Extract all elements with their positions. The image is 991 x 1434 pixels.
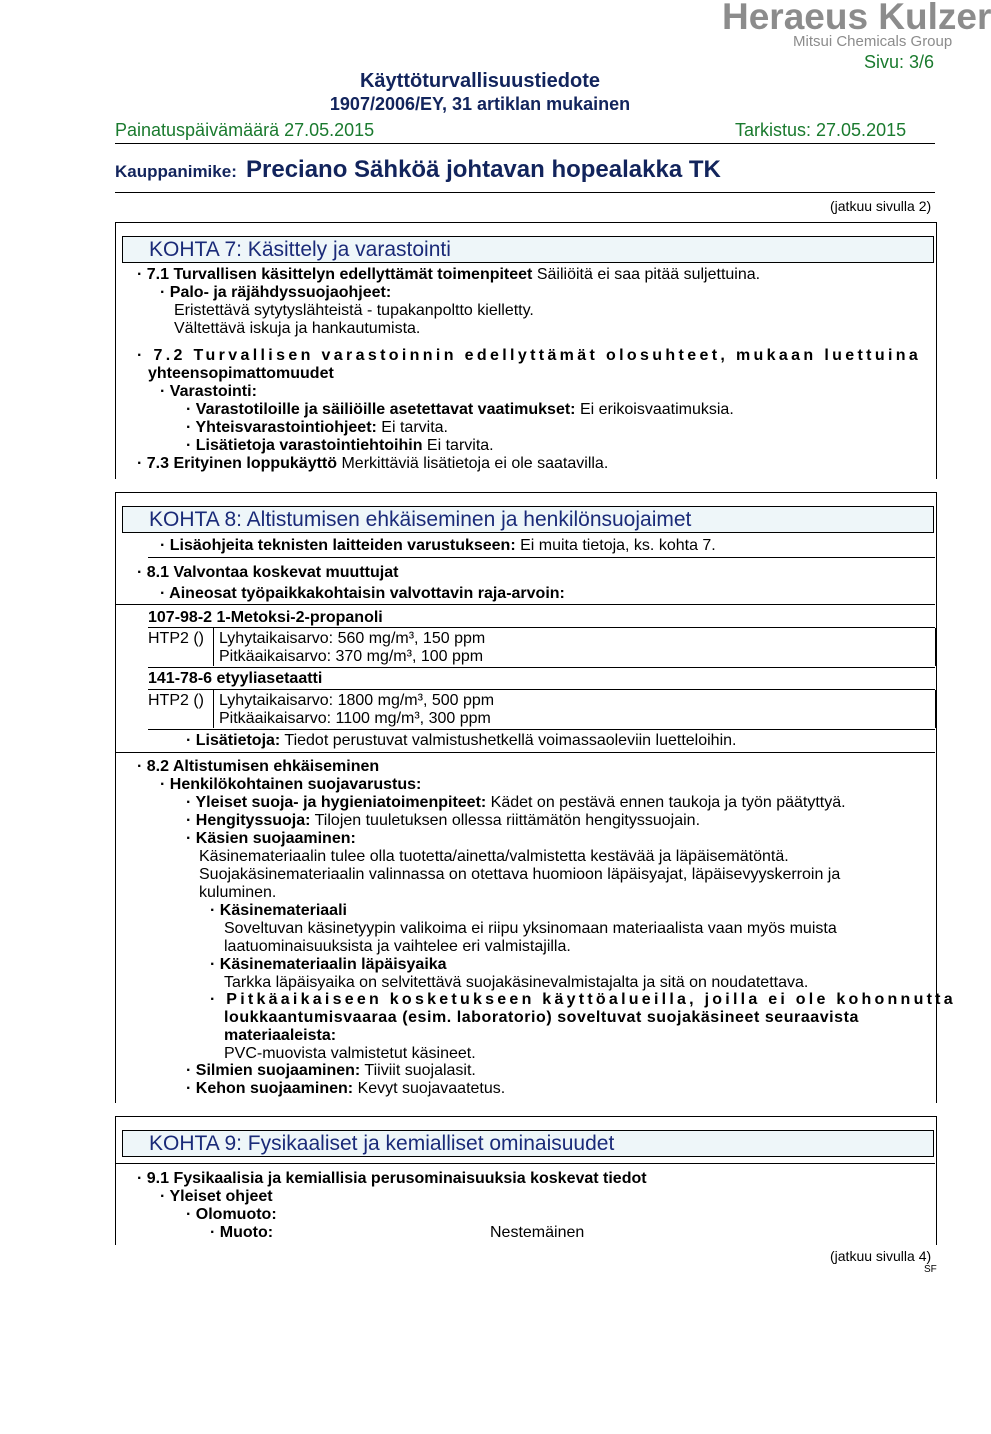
section-7-title: KOHTA 7: Käsittely ja varastointi	[149, 238, 451, 261]
table-vline	[213, 628, 214, 666]
eye-protection-label: · Silmien suojaaminen:	[186, 1062, 361, 1079]
glove-material-text-1: Soveltuvan käsinetyypin valikoima ei riipu yksinomaan materiaalista vaan myös muista	[224, 920, 837, 937]
storage-extra-label: · Lisätietoja varastointiehtoihin	[186, 437, 423, 454]
section-9-title: KOHTA 9: Fysikaaliset ja kemialliset ominaisuudet	[149, 1132, 615, 1155]
s71-text: Säiliöitä ei saa pitää suljettuina.	[532, 266, 761, 283]
storage-req-text: Ei erikoisvaatimuksia.	[575, 401, 734, 418]
respiratory-label: · Hengityssuoja:	[186, 812, 311, 829]
s71-label: · 7.1 Turvallisen käsittelyn edellyttämät toimenpiteet	[137, 266, 533, 283]
joint-storage-label: · Yhteisvarastointiohjeet:	[186, 419, 377, 436]
s72-heading-2: yhteensopimattomuudet	[148, 365, 334, 382]
state-label: · Olomuoto:	[186, 1206, 277, 1223]
table-vline	[935, 628, 936, 666]
eye-protection-text: Tiiviit suojalasit.	[360, 1062, 476, 1079]
limits-label: · Aineosat työpaikkakohtaisin valvottavin raja-arvoin:	[160, 585, 565, 602]
product-name: Preciano Sähköä johtavan hopealakka TK	[246, 156, 721, 183]
page-number: Sivu: 3/6	[864, 52, 935, 72]
s73-line	[137, 455, 608, 473]
limits-info-line	[186, 732, 736, 750]
document-regulation: 1907/2006/EY, 31 artiklan mukainen	[329, 94, 631, 114]
storage-req-label: · Varastotiloille ja säiliöille asetettavat vaatimukset:	[186, 401, 576, 418]
long-term-value: Pitkäaikaisarvo: 1100 mg/m³, 300 ppm	[219, 710, 491, 727]
s73-text: Merkittäviä lisätietoja ei ole saatavilla.	[337, 455, 609, 472]
eye-protection-line	[186, 1062, 476, 1080]
substance-divider	[148, 689, 935, 690]
substance-divider	[148, 729, 935, 730]
s71-line	[137, 266, 760, 284]
tech-equipment-text: Ei muita tietoja, ks. kohta 7.	[515, 537, 716, 554]
substance-name: 141-78-6 etyyliasetaatti	[148, 670, 323, 687]
hygiene-line	[186, 794, 846, 812]
joint-storage-text: Ei tarvita.	[376, 419, 448, 436]
respiratory-text: Tilojen tuuletuksen ollessa riittämätön hengityssuojain.	[310, 812, 701, 829]
s81-heading: · 8.1 Valvontaa koskevat muuttujat	[137, 564, 399, 581]
body-protection-line	[186, 1080, 505, 1098]
product-label: Kauppanimike:	[115, 162, 237, 181]
hygiene-label: · Yleiset suoja- ja hygieniatoimenpiteet:	[186, 794, 487, 811]
body-protection-text: Kevyt suojavaatetus.	[353, 1080, 506, 1097]
language-code: SF	[924, 1264, 937, 1275]
long-term-value: Pitkäaikaisarvo: 370 mg/m³, 100 ppm	[219, 648, 484, 665]
storage-extra-line	[186, 437, 494, 455]
substance-divider	[148, 627, 935, 628]
s82-heading: · 8.2 Altistumisen ehkäiseminen	[137, 758, 380, 775]
continued-to: (jatkuu sivulla 4)	[830, 1248, 932, 1264]
revision-date: Tarkistus: 27.05.2015	[735, 120, 907, 140]
long-contact-text: PVC-muovista valmistetut käsineet.	[224, 1045, 476, 1062]
substance-name: 107-98-2 1-Metoksi-2-propanoli	[148, 609, 383, 626]
section-8-header	[122, 506, 934, 533]
hand-protection-text-1: Käsinemateriaalin tulee olla tuotetta/ainetta/valmistetta kestävää ja läpäisemätöntä.	[199, 848, 789, 865]
storage-label: · Varastointi:	[160, 383, 257, 400]
hand-protection-text-2: Suojakäsinemateriaalin valinnassa on otettava huomioon läpäisyajat, läpäisevyyskerroin ja	[199, 866, 841, 883]
table-vline	[935, 690, 936, 728]
form-label: · Muoto:	[210, 1224, 274, 1241]
tech-equipment-label: · Lisäohjeita teknisten laitteiden varustukseen:	[160, 537, 516, 554]
continued-from: (jatkuu sivulla 2)	[830, 198, 932, 214]
document-title: Käyttöturvallisuustiedote	[359, 70, 601, 92]
substance-code: HTP2 ()	[148, 692, 204, 709]
glove-material-text-2: laatuominaisuuksista ja vaihtelee eri valmistajilla.	[224, 938, 571, 955]
product-divider	[115, 192, 935, 193]
table-vline	[213, 690, 214, 728]
fire-text-1: Eristettävä sytytyslähteistä - tupakanpoltto kielletty.	[174, 302, 534, 319]
section-9-header	[122, 1130, 934, 1157]
substance-divider	[148, 667, 935, 668]
short-term-value: Lyhytaikaisarvo: 560 mg/m³, 150 ppm	[219, 630, 486, 647]
s91-heading: · 9.1 Fysikaalisia ja kemiallisia perusominaisuuksia koskevat tiedot	[137, 1170, 647, 1187]
storage-extra-text: Ei tarvita.	[422, 437, 494, 454]
limits-info-label: · Lisätietoja:	[186, 732, 281, 749]
hygiene-text: Kädet on pestävä ennen taukoja ja työn päätyttyä.	[486, 794, 846, 811]
fire-text-2: Vältettävä iskuja ja hankautumista.	[174, 320, 421, 337]
hand-protection-text-3: kuluminen.	[199, 884, 277, 901]
print-date: Painatuspäivämäärä 27.05.2015	[115, 120, 375, 140]
glove-time-label: · Käsinemateriaalin läpäisyaika	[210, 956, 447, 973]
s73-label: · 7.3 Erityinen loppukäyttö	[137, 455, 338, 472]
limits-info-text: Tiedot perustuvat valmistushetkellä voimassaoleviin luetteloihin.	[280, 732, 737, 749]
form-value: Nestemäinen	[490, 1224, 585, 1241]
glove-material-label: · Käsinemateriaali	[210, 902, 347, 919]
company-logo: Heraeus Kulzer	[722, 0, 991, 37]
long-contact-line-1: · Pitkäaikaiseen kosketukseen käyttöalueilla, joilla ei ole kohonnutta	[210, 991, 956, 1008]
storage-req-line	[186, 401, 734, 419]
fire-label: · Palo- ja räjähdyssuojaohjeet:	[160, 284, 392, 301]
company-logo-subtitle: Mitsui Chemicals Group	[793, 33, 953, 50]
body-protection-label: · Kehon suojaaminen:	[186, 1080, 354, 1097]
divider	[148, 557, 935, 558]
hand-protection-label: · Käsien suojaaminen:	[186, 830, 356, 847]
long-contact-line-2: loukkaantumisvaaraa (esim. laboratorio) soveltuvat suojakäsineet seuraavista	[224, 1009, 859, 1026]
divider	[115, 752, 935, 753]
section-7-header	[122, 236, 934, 263]
long-contact-line-3: materiaaleista:	[224, 1027, 337, 1044]
substance-code: HTP2 ()	[148, 630, 204, 647]
ppe-label: · Henkilökohtainen suojavarustus:	[160, 776, 422, 793]
short-term-value: Lyhytaikaisarvo: 1800 mg/m³, 500 ppm	[219, 692, 495, 709]
header-divider	[115, 143, 935, 144]
joint-storage-line	[186, 419, 448, 437]
s72-heading-1: · 7.2 Turvallisen varastoinnin edellyttämät olosuhteet, mukaan luettuina	[137, 347, 922, 364]
limits-divider	[115, 604, 935, 605]
glove-time-text: Tarkka läpäisyaika on selvitettävä suojakäsinevalmistajalta ja sitä on noudatettava.	[224, 974, 809, 991]
divider	[115, 1163, 935, 1164]
tech-equipment-line	[160, 537, 716, 555]
respiratory-line	[186, 812, 700, 830]
section-8-title: KOHTA 8: Altistumisen ehkäiseminen ja henkilönsuojaimet	[149, 508, 692, 531]
general-label: · Yleiset ohjeet	[160, 1188, 273, 1205]
